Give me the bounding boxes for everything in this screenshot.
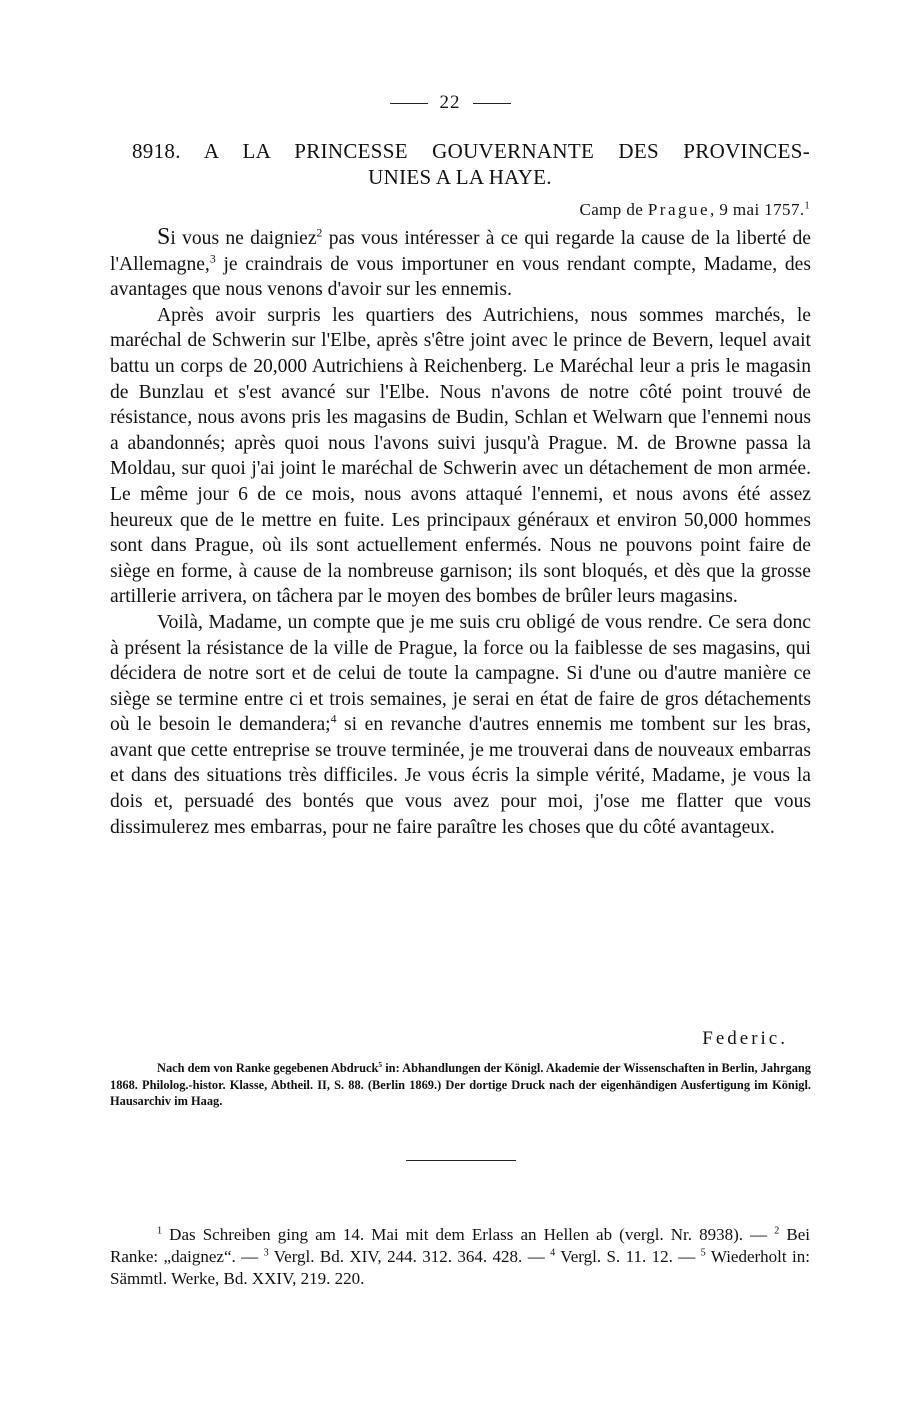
letter-title [110, 138, 810, 190]
footnote-ref-5: 5 [378, 1059, 383, 1069]
paragraph-1-part-c: je craindrais de vous importuner en vous rendant compte, Madame, des avantages que nous venons d'avoir sur les ennemis. [110, 253, 811, 301]
letter-body [110, 225, 811, 840]
footnote-ref-1: 1 [804, 200, 810, 212]
page-number: 22 [439, 92, 461, 113]
footnote-1-number: 1 [157, 1225, 163, 1237]
footnote-4-number: 4 [550, 1247, 556, 1259]
dateline [579, 200, 810, 220]
footnote-ref-2: 2 [316, 226, 323, 240]
source-note-part-a: Nach dem von Ranke gegebenen Abdruck [157, 1061, 379, 1075]
paragraph-3-part-b: si en revanche d'autres ennemis me tombent sur les bras, avant que cette entreprise se trouve terminée, je me trouverai dans de nouveaux embarras et dans des situations très difficiles. Je vous écris la simple vérité, Madame, je vous la dois et, persuadé des bontés que vous avez pour moi, j'ose me flatter que vous dissimulerez mes embarras, pour ne faire paraître les choses que du côté avantageux. [110, 714, 811, 838]
footnote-ref-4: 4 [330, 712, 337, 726]
footnote-2-number: 2 [774, 1225, 780, 1237]
dateline-place: Prague [647, 200, 711, 219]
paragraph-1-part-b: pas vous intéresser à ce qui regarde la cause de la liberté de l'Allemagne, [110, 228, 811, 275]
footnote-3-number: 3 [263, 1247, 269, 1259]
paragraph-3 [110, 610, 811, 840]
page-header [0, 92, 900, 114]
footnote-5-number: 5 [700, 1247, 706, 1259]
separator-rule [406, 1160, 516, 1161]
footnote-2-text: Bei Ranke: „daignez“. — [110, 1225, 811, 1266]
header-dash-left [390, 103, 428, 104]
signature: Federic. [702, 1028, 788, 1049]
footnotes [110, 1224, 810, 1290]
dateline-prefix: Camp de [579, 200, 648, 219]
footnote-5-text: Wiederholt in: Sämmtl. Werke, Bd. XXIV, 219. 220. [110, 1247, 810, 1288]
letter-title-line-2: UNIES A LA HAYE. [368, 165, 552, 189]
footnote-ref-3: 3 [209, 252, 216, 266]
paragraph-1-part-a: Si vous ne daigniez [157, 224, 317, 250]
footnote-4-text: Vergl. S. 11. 12. — [555, 1247, 701, 1266]
dateline-date: , 9 mai 1757. [710, 200, 805, 219]
paragraph-3-part-a: Voilà, Madame, un compte que je me suis cru obligé de vous rendre. Ce sera donc à présent la résistance de la ville de Prague, la force ou la faiblesse de ses magasins, qui décidera de notre sort et de celui de toute la campagne. Si d'une ou d'autre manière ce siège se termine entre ci et trois semaines, je serai en état de faire de gros détachements où le besoin le demandera; [110, 611, 811, 736]
header-dash-right [473, 103, 511, 104]
source-note [110, 1060, 811, 1110]
footnote-1-text: Das Schreiben ging am 14. Mai mit dem Erlass an Hellen ab (vergl. Nr. 8938). — [162, 1225, 775, 1244]
letter-title-line-1: 8918. A LA PRINCESSE GOUVERNANTE DES PROVINCES- [132, 139, 810, 163]
source-note-part-b: in: Abhandlungen der Königl. Akademie der Wissenschaften in Berlin, Jahrgang 1868. Philolog.-histor. Klasse, Abtheil. II, S. 88. (Berlin 1869.) Der dortige Druck nach der eigenhändigen Ausfertigung im Königl. Hausarchiv im Haag. [110, 1061, 811, 1108]
footnote-3-text: Vergl. Bd. XIV, 244. 312. 364. 428. — [268, 1247, 551, 1266]
paragraph-1 [110, 225, 811, 303]
paragraph-2: Après avoir surpris les quartiers des Autrichiens, nous sommes marchés, le maréchal de Schwerin sur l'Elbe, après s'être joint avec le prince de Bevern, lequel avait battu un corps de 20,000 Autrichiens à Reichenberg. Le Maréchal leur a pris le magasin de Bunzlau et s'est avancé sur l'Elbe. Nous n'avons de notre côté point trouvé de résistance, nous avons pris les magasins de Budin, Schlan et Welwarn que l'ennemi nous a abandonnés; après quoi nous l'avons suivi jusqu'à Prague. M. de Browne passa la Moldau, sur quoi j'ai joint le maréchal de Schwerin avec un détachement de mon armée. Le même jour 6 de ce mois, nous avons attaqué l'ennemi, et nous avons été assez heureux que de le mettre en fuite. Les principaux généraux et environ 50,000 hommes sont dans Prague, où ils sont actuellement enfermés. Nous ne pouvons point faire de siège en forme, à cause de la nombreuse garnison; ils sont bloqués, et dès que la grosse artillerie arrivera, on tâchera par le moyen des bombes de brûler leurs magasins. [110, 304, 811, 608]
